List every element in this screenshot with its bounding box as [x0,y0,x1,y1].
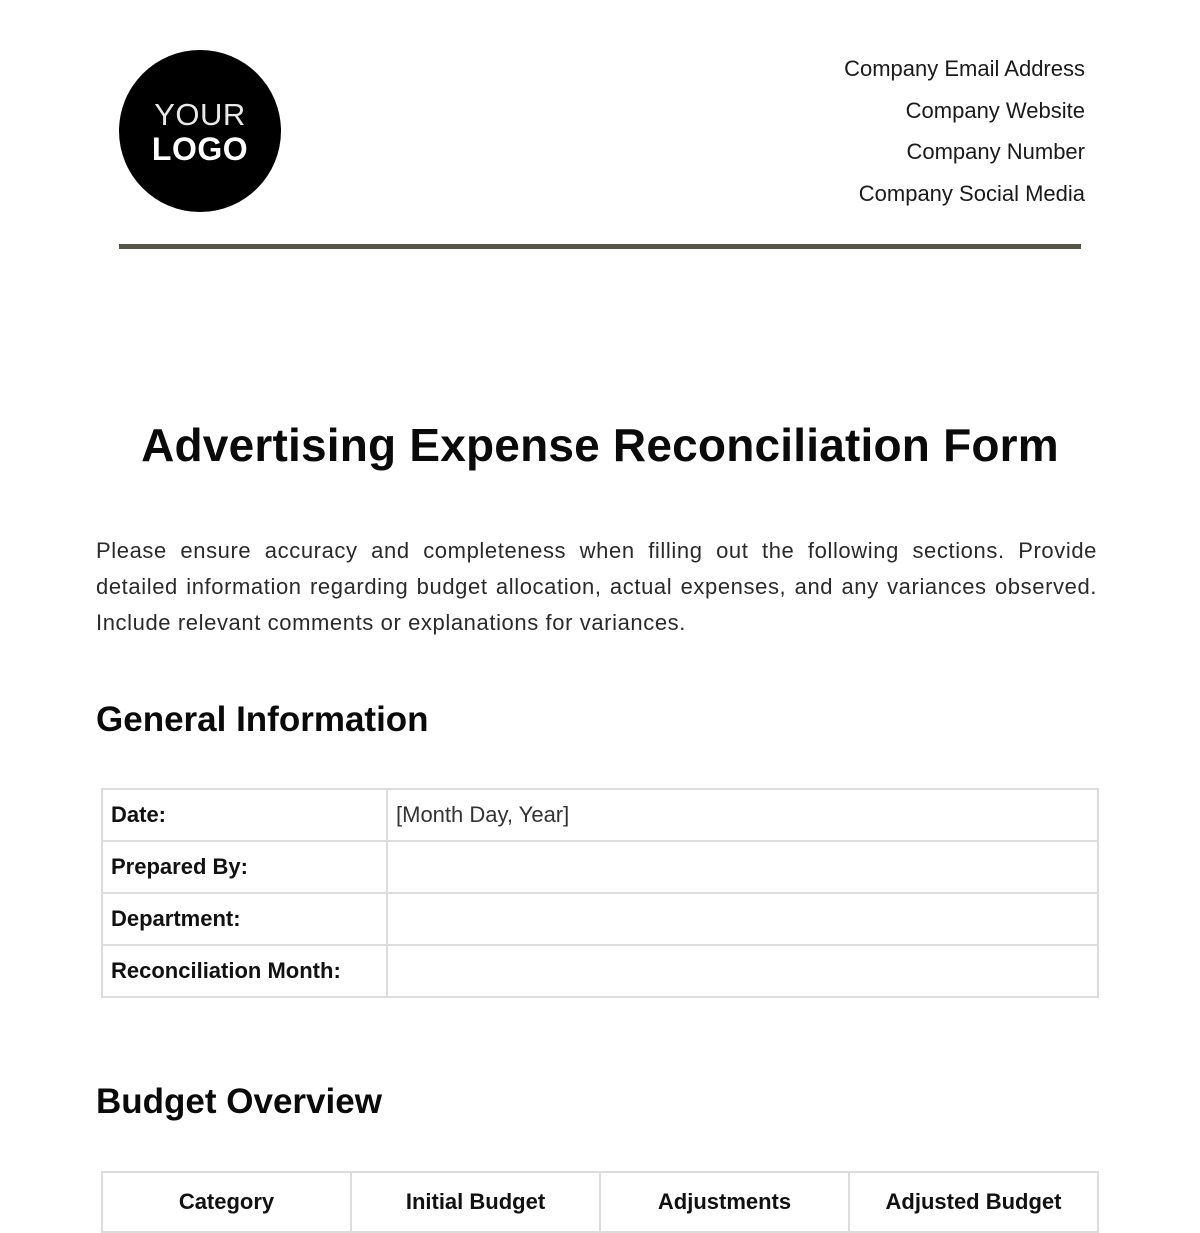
reconciliation-month-field[interactable] [387,945,1098,997]
prepared-by-field[interactable] [387,841,1098,893]
department-label: Department: [102,893,387,945]
column-header-category: Category [102,1172,351,1232]
column-header-adjustments: Adjustments [600,1172,849,1232]
table-header-row [102,1172,1098,1232]
company-contact-block [844,55,1085,221]
section-heading-budget-overview: Budget Overview [96,1082,382,1121]
table-row [102,841,1098,893]
date-field[interactable]: [Month Day, Year] [387,789,1098,841]
company-website: Company Website [905,97,1085,123]
section-heading-general-information: General Information [96,700,429,739]
department-field[interactable] [387,893,1098,945]
header-divider [119,244,1081,249]
logo-text-your: YOUR [154,97,246,132]
company-number: Company Number [906,139,1085,164]
company-email: Company Email Address [844,56,1085,81]
table-row [102,789,1098,841]
prepared-by-label: Prepared By: [102,841,387,893]
table-row [102,893,1098,945]
table-row [102,945,1098,997]
column-header-initial-budget: Initial Budget [351,1172,600,1232]
intro-paragraph: Please ensure accuracy and completeness when filling out the following sections. Provide detailed information regarding budget allocation, actual expenses, and any variances observed. Include relevant comments or explanations for variances. [96,538,1097,635]
general-information-table [101,788,1099,998]
column-header-adjusted-budget: Adjusted Budget [849,1172,1098,1232]
logo-text-logo: LOGO [151,131,249,167]
reconciliation-month-label: Reconciliation Month: [102,945,387,997]
date-label: Date: [102,789,387,841]
page-title: Advertising Expense Reconciliation Form [141,419,1059,471]
company-social-media: Company Social Media [858,180,1085,206]
company-logo [119,50,281,212]
budget-overview-table [101,1171,1099,1233]
